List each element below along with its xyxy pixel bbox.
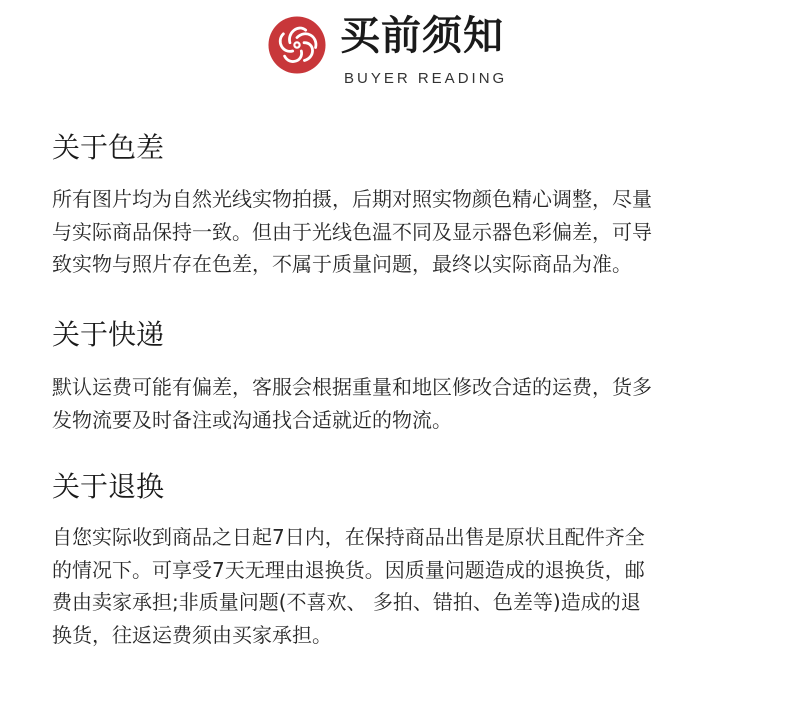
section-color-difference [52, 131, 752, 281]
body-line: 换货，往返运费须由买家承担。 [52, 622, 332, 647]
page-subtitle: BUYER READING [344, 70, 508, 87]
body-line: 与实际商品保持一致。但由于光线色温不同及显示器色彩偏差，可导 [52, 219, 652, 244]
plum-blossom-icon [266, 14, 328, 76]
section-title: 关于退换 [52, 470, 165, 503]
section-body [52, 371, 752, 436]
section-title: 关于快递 [52, 318, 165, 351]
section-title: 关于色差 [52, 131, 165, 164]
section-express [52, 318, 752, 436]
body-line: 发物流要及时备注或沟通找合适就近的物流。 [52, 407, 452, 432]
body-line: 默认运费可能有偏差，客服会根据重量和地区修改合适的运费，货多 [52, 375, 652, 399]
body-line: 致实物与照片存在色差，不属于质量问题，最终以实际商品为准。 [52, 252, 632, 276]
body-line: 所有图片均为自然光线实物拍摄，后期对照实物颜色精心调整，尽量 [52, 187, 652, 211]
page-title: 买前须知 [340, 13, 504, 59]
body-line: 自您实际收到商品之日起7日内，在保持商品出售是原状且配件齐全 [52, 525, 645, 549]
section-body [52, 183, 752, 281]
page-header [0, 0, 790, 100]
section-body [52, 521, 752, 651]
body-line: 的情况下。可享受7天无理由退换货。因质量问题造成的退换货，邮 [52, 557, 645, 582]
body-line: 费由卖家承担;非质量问题(不喜欢、 多拍、错拍、色差等)造成的退 [52, 590, 641, 614]
section-returns [52, 470, 752, 651]
